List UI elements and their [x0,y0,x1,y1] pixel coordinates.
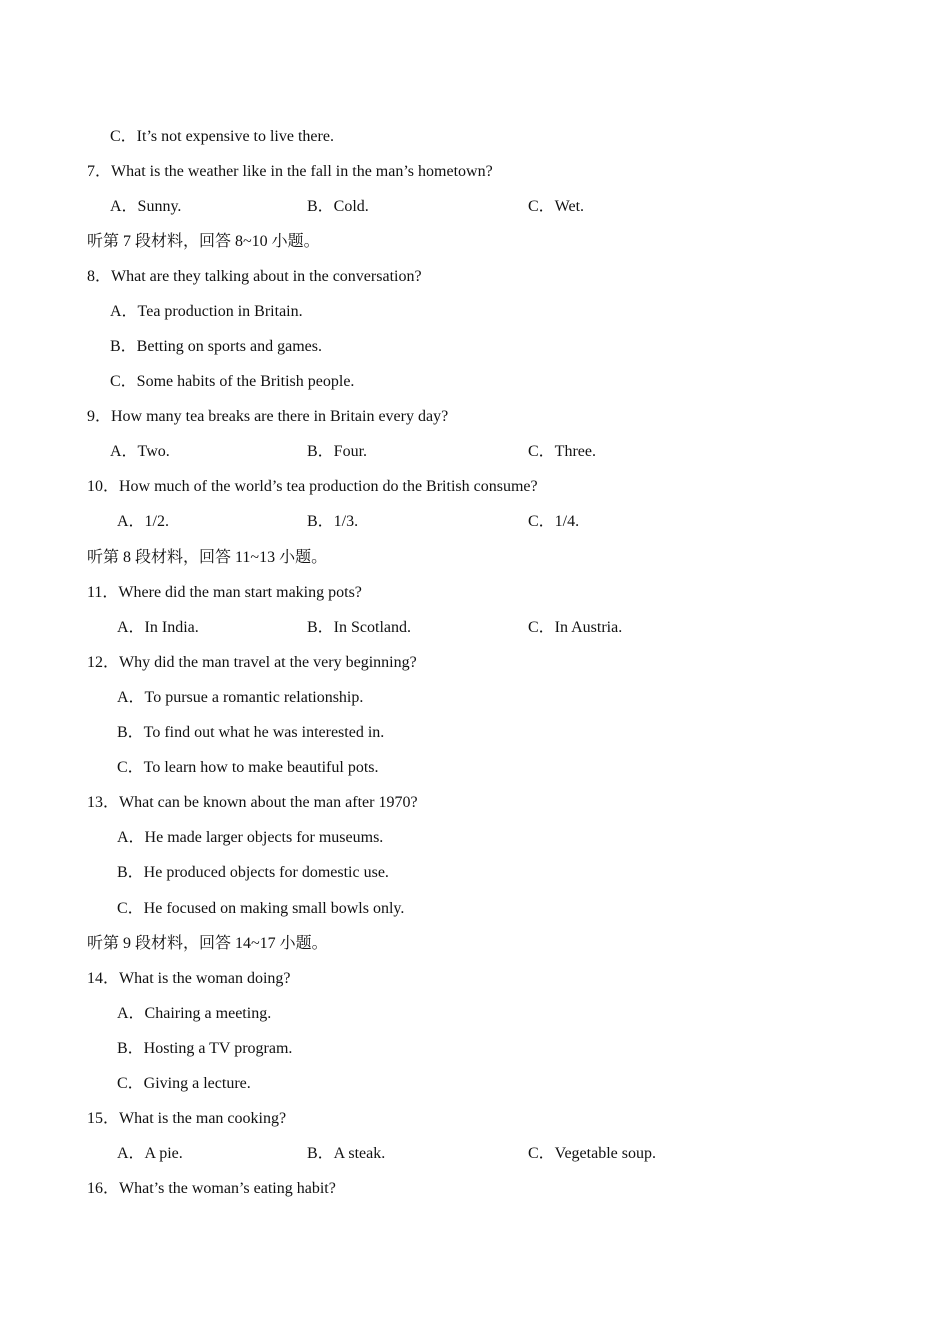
q7-option-c: C．Wet. [528,198,585,215]
q11-option-a: A．In India. [117,619,199,636]
q13-option-b: B．He produced objects for domestic use. [117,864,389,881]
q15-option-c: C．Vegetable soup. [528,1145,656,1162]
q9-option-c: C．Three. [528,443,596,460]
question-7: 7．What is the weather like in the fall in the man’s hometown? [87,163,493,180]
q10-option-b: B．1/3. [307,513,359,530]
q12-option-c: C．To learn how to make beautiful pots. [117,759,379,776]
q14-option-c: C．Giving a lecture. [117,1075,251,1092]
q12-option-a: A．To pursue a romantic relationship. [117,689,364,706]
q11-option-c: C．In Austria. [528,619,623,636]
section-8-heading: 听第 8 段材料，回答 11~13 小题。 [87,549,328,566]
question-13: 13．What can be known about the man after 1970? [87,794,418,811]
q14-option-a: A．Chairing a meeting. [117,1005,272,1022]
q13-option-a: A．He made larger objects for museums. [117,829,384,846]
q14-option-b: B．Hosting a TV program. [117,1040,293,1057]
q12-option-b: B．To find out what he was interested in. [117,724,385,741]
q9-option-b: B．Four. [307,443,368,460]
question-12: 12．Why did the man travel at the very beginning? [87,654,417,671]
q7-option-b: B．Cold. [307,198,369,215]
question-9: 9．How many tea breaks are there in Britain every day? [87,408,449,425]
q15-option-a: A．A pie. [117,1145,183,1162]
q10-option-c: C．1/4. [528,513,580,530]
question-11: 11．Where did the man start making pots? [87,584,362,601]
question-8: 8．What are they talking about in the conversation? [87,268,422,285]
q13-option-c: C．He focused on making small bowls only. [117,900,405,917]
q8-option-a: A．Tea production in Britain. [110,303,303,320]
q9-option-a: A．Two. [110,443,170,460]
q8-option-b: B．Betting on sports and games. [110,338,322,355]
q6-option-c: C．It’s not expensive to live there. [110,128,334,145]
q7-option-a: A．Sunny. [110,198,182,215]
question-15: 15．What is the man cooking? [87,1110,287,1127]
question-16: 16．What’s the woman’s eating habit? [87,1180,336,1197]
question-14: 14．What is the woman doing? [87,970,291,987]
section-7-heading: 听第 7 段材料，回答 8~10 小题。 [87,233,320,250]
section-9-heading: 听第 9 段材料，回答 14~17 小题。 [87,935,328,952]
q15-option-b: B．A steak. [307,1145,386,1162]
q11-option-b: B．In Scotland. [307,619,411,636]
q8-option-c: C．Some habits of the British people. [110,373,355,390]
q10-option-a: A．1/2. [117,513,170,530]
question-10: 10．How much of the world’s tea production do the British consume? [87,478,538,495]
